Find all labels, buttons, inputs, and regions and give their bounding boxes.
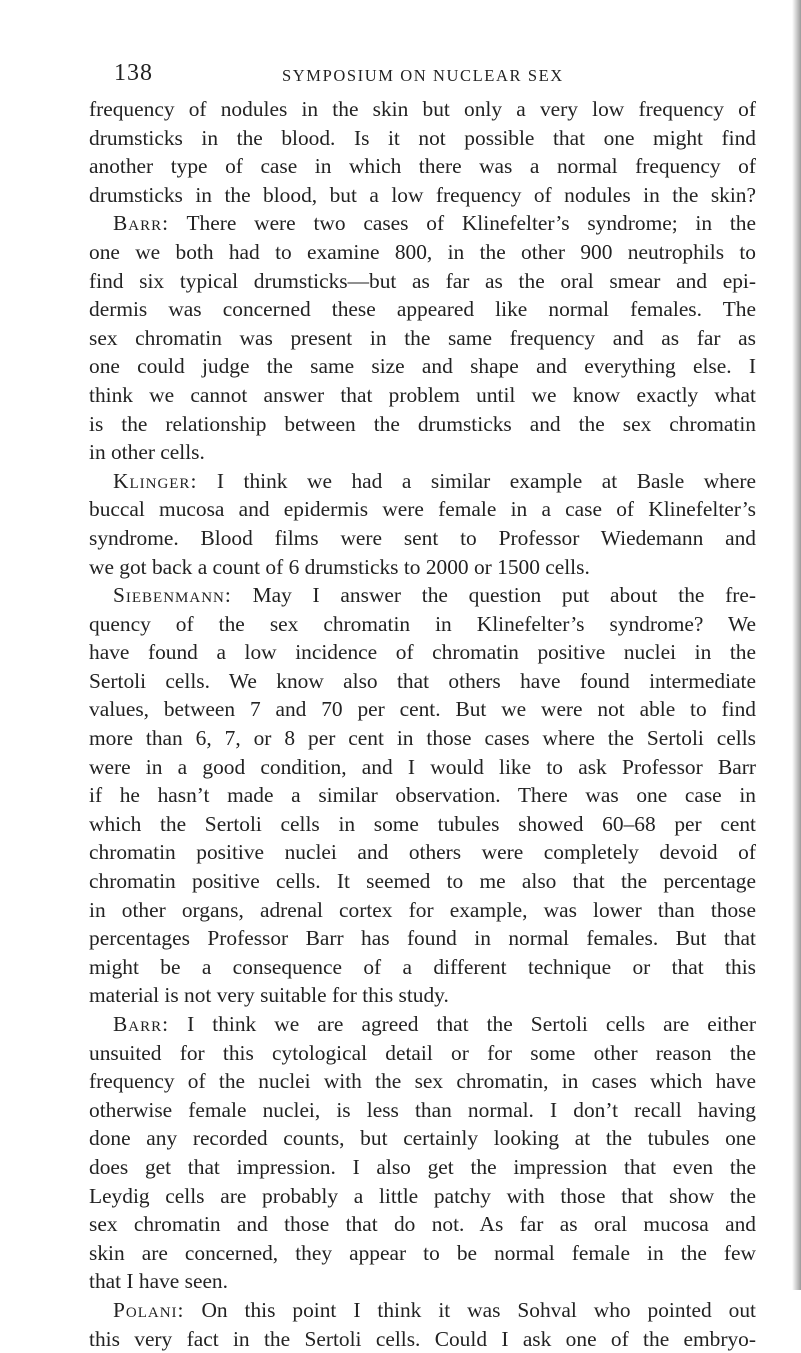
text-line — [89, 781, 756, 810]
text-line — [89, 381, 756, 410]
text-line — [89, 410, 756, 439]
text-line — [89, 95, 756, 124]
text-line — [89, 724, 756, 753]
text-line — [89, 1239, 756, 1268]
line-text: might be a consequence of a different technique or that this — [89, 954, 756, 979]
speaker-paragraph-start — [89, 1010, 756, 1039]
page-number: 138 — [114, 60, 153, 86]
line-text: On this point I think it was Sohval who pointed out — [184, 1297, 756, 1322]
line-text: in other organs, adrenal cortex for example, was lower than those — [89, 897, 756, 922]
line-text: frequency of the nuclei with the sex chromatin, in cases which have — [89, 1069, 756, 1094]
line-text: sex chromatin was present in the same frequency and as far as — [89, 325, 756, 350]
speaker-name: Siebenmann: — [113, 583, 232, 608]
text-line — [89, 267, 756, 296]
line-text: chromatin positive nuclei and others were completely devoid of — [89, 840, 756, 865]
text-line — [89, 638, 756, 667]
text-line — [89, 753, 756, 782]
line-text: quency of the sex chromatin in Klinefelter’s syndrome? We — [89, 611, 756, 636]
text-line — [89, 695, 756, 724]
line-text: sex chromatin and those that do not. As far as oral mucosa and — [89, 1212, 756, 1237]
text-line — [89, 1182, 756, 1211]
line-text: in other cells. — [89, 440, 205, 465]
line-text: material is not very suitable for this study. — [89, 983, 449, 1008]
text-line — [89, 352, 756, 381]
text-line — [89, 610, 756, 639]
speaker-paragraph-start — [89, 467, 756, 496]
line-text: does get that impression. I also get the impression that even the — [89, 1154, 756, 1179]
text-line — [89, 667, 756, 696]
text-line — [89, 181, 756, 210]
line-text: more than 6, 7, or 8 per cent in those cases where the Sertoli cells — [89, 726, 756, 751]
text-line — [89, 495, 756, 524]
line-text: buccal mucosa and epidermis were female in a case of Klinefelter’s — [89, 497, 756, 522]
line-text: drumsticks in the blood. Is it not possible that one might find — [89, 125, 756, 150]
line-text: frequency of nodules in the skin but only a very low frequency of — [89, 97, 756, 121]
speaker-paragraph-start — [89, 581, 756, 610]
page-edge-shadow — [792, 0, 801, 1290]
speaker-paragraph-start — [89, 1296, 756, 1325]
body-text — [89, 95, 756, 1353]
line-text: otherwise female nuclei, is less than normal. I don’t recall having — [89, 1097, 756, 1122]
line-text: have found a low incidence of chromatin positive nuclei in the — [89, 640, 756, 665]
line-text: I think we had a similar example at Basle where — [197, 468, 756, 493]
text-line — [89, 1325, 756, 1353]
text-line — [89, 1039, 756, 1068]
speaker-paragraph-start — [89, 209, 756, 238]
text-line — [89, 924, 756, 953]
page-header — [0, 60, 801, 90]
line-text: one we both had to examine 800, in the other 900 neutrophils to — [89, 239, 756, 264]
text-line — [89, 1067, 756, 1096]
line-text: is the relationship between the drumsticks and the sex chromatin — [89, 411, 756, 436]
line-text: which the Sertoli cells in some tubules showed 60–68 per cent — [89, 811, 756, 836]
text-line — [89, 124, 756, 153]
running-title: SYMPOSIUM ON NUCLEAR SEX — [282, 66, 564, 85]
line-text: think we cannot answer that problem until we know exactly what — [89, 382, 756, 407]
speaker-name: Klinger: — [113, 468, 198, 493]
text-line — [89, 295, 756, 324]
text-line — [89, 981, 756, 1010]
line-text: chromatin positive cells. It seemed to me also that the percentage — [89, 869, 756, 894]
line-text: values, between 7 and 70 per cent. But we were not able to find — [89, 697, 756, 722]
text-line — [89, 524, 756, 553]
text-line — [89, 838, 756, 867]
text-line — [89, 896, 756, 925]
text-line — [89, 438, 756, 467]
text-line — [89, 238, 756, 267]
line-text: if he hasn’t made a similar observation. There was one case in — [89, 783, 756, 808]
speaker-name: Barr: — [113, 211, 170, 236]
line-text: we got back a count of 6 drumsticks to 2000 or 1500 cells. — [89, 554, 590, 579]
line-text: skin are concerned, they appear to be normal female in the few — [89, 1240, 756, 1265]
speaker-name: Barr: — [113, 1012, 170, 1036]
line-text: dermis was concerned these appeared like normal females. The — [89, 297, 756, 322]
line-text: syndrome. Blood films were sent to Professor Wiedemann and — [89, 525, 756, 550]
text-line — [89, 553, 756, 582]
line-text: Leydig cells are probably a little patchy with those that show the — [89, 1183, 756, 1208]
speaker-name: Polani: — [113, 1297, 185, 1322]
line-text: I think we are agreed that the Sertoli cells are either — [169, 1012, 756, 1036]
line-text: were in a good condition, and I would like to ask Professor Barr — [89, 754, 756, 779]
line-text: May I answer the question put about the fre- — [231, 583, 756, 608]
line-text: There were two cases of Klinefelter’s syndrome; in the — [169, 211, 756, 236]
line-text: another type of case in which there was a normal frequency of — [89, 154, 756, 179]
line-text: one could judge the same size and shape and everything else. I — [89, 354, 756, 379]
line-text: percentages Professor Barr has found in normal females. But that — [89, 926, 756, 951]
line-text: unsuited for this cytological detail or for some other reason the — [89, 1040, 756, 1065]
text-line — [89, 324, 756, 353]
line-text: drumsticks in the blood, but a low frequency of nodules in the skin? — [89, 182, 756, 207]
text-line — [89, 867, 756, 896]
line-text: this very fact in the Sertoli cells. Could I ask one of the embryo- — [89, 1326, 756, 1351]
text-line — [89, 152, 756, 181]
line-text: that I have seen. — [89, 1269, 228, 1294]
text-line — [89, 1210, 756, 1239]
text-line — [89, 1153, 756, 1182]
text-line — [89, 810, 756, 839]
text-line — [89, 1124, 756, 1153]
line-text: done any recorded counts, but certainly looking at the tubules one — [89, 1126, 756, 1151]
line-text: Sertoli cells. We know also that others have found intermediate — [89, 668, 756, 693]
text-line — [89, 1096, 756, 1125]
text-line — [89, 1267, 756, 1296]
line-text: find six typical drumsticks—but as far as the oral smear and epi- — [89, 268, 756, 293]
text-line — [89, 953, 756, 982]
